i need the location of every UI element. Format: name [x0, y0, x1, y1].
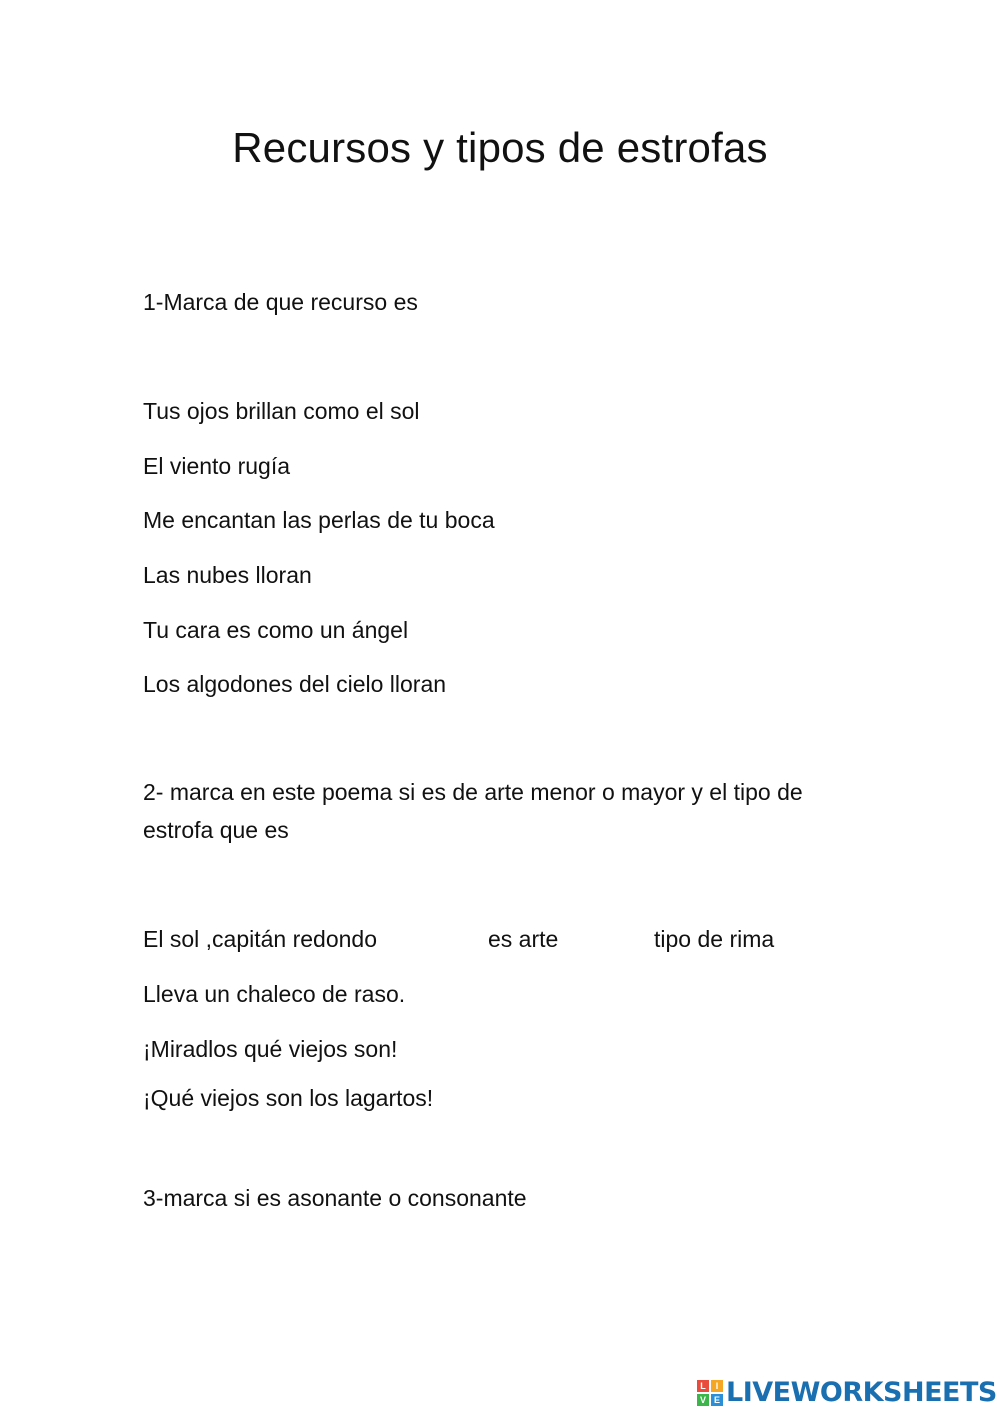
q1-item-5: Tu cara es como un ángel: [143, 617, 409, 643]
question-1-prompt: 1-Marca de que recurso es: [143, 289, 418, 315]
arte-label: es arte: [488, 926, 559, 952]
logo-tile-i: I: [711, 1380, 723, 1392]
poem-line-4: ¡Qué viejos son los lagartos!: [143, 1085, 434, 1111]
poem-line-3: ¡Miradlos qué viejos son!: [143, 1036, 398, 1062]
logo-tile-l: L: [697, 1380, 709, 1392]
q1-item-2: El viento rugía: [143, 453, 291, 479]
liveworksheets-footer: [697, 1376, 997, 1410]
rima-label: tipo de rima: [654, 926, 775, 952]
q1-item-1: Tus ojos brillan como el sol: [143, 398, 420, 424]
question-2-prompt: 2- marca en este poema si es de arte menor o mayor y el tipo de estrofa que es: [143, 779, 803, 843]
logo-tile-e: E: [711, 1394, 723, 1406]
poem-line-2: Lleva un chaleco de raso.: [143, 981, 406, 1007]
poem-line-1: El sol ,capitán redondo: [143, 926, 377, 952]
liveworksheets-brand: LIVEWORKSHEETS: [726, 1377, 997, 1408]
page-title: Recursos y tipos de estrofas: [232, 124, 768, 171]
q1-item-6: Los algodones del cielo lloran: [143, 671, 447, 697]
liveworksheets-logo-icon: [697, 1380, 723, 1406]
question-3-prompt: 3-marca si es asonante o consonante: [143, 1185, 527, 1211]
logo-tile-v: V: [697, 1394, 709, 1406]
q1-item-3: Me encantan las perlas de tu boca: [143, 507, 495, 533]
q1-item-4: Las nubes lloran: [143, 562, 312, 588]
